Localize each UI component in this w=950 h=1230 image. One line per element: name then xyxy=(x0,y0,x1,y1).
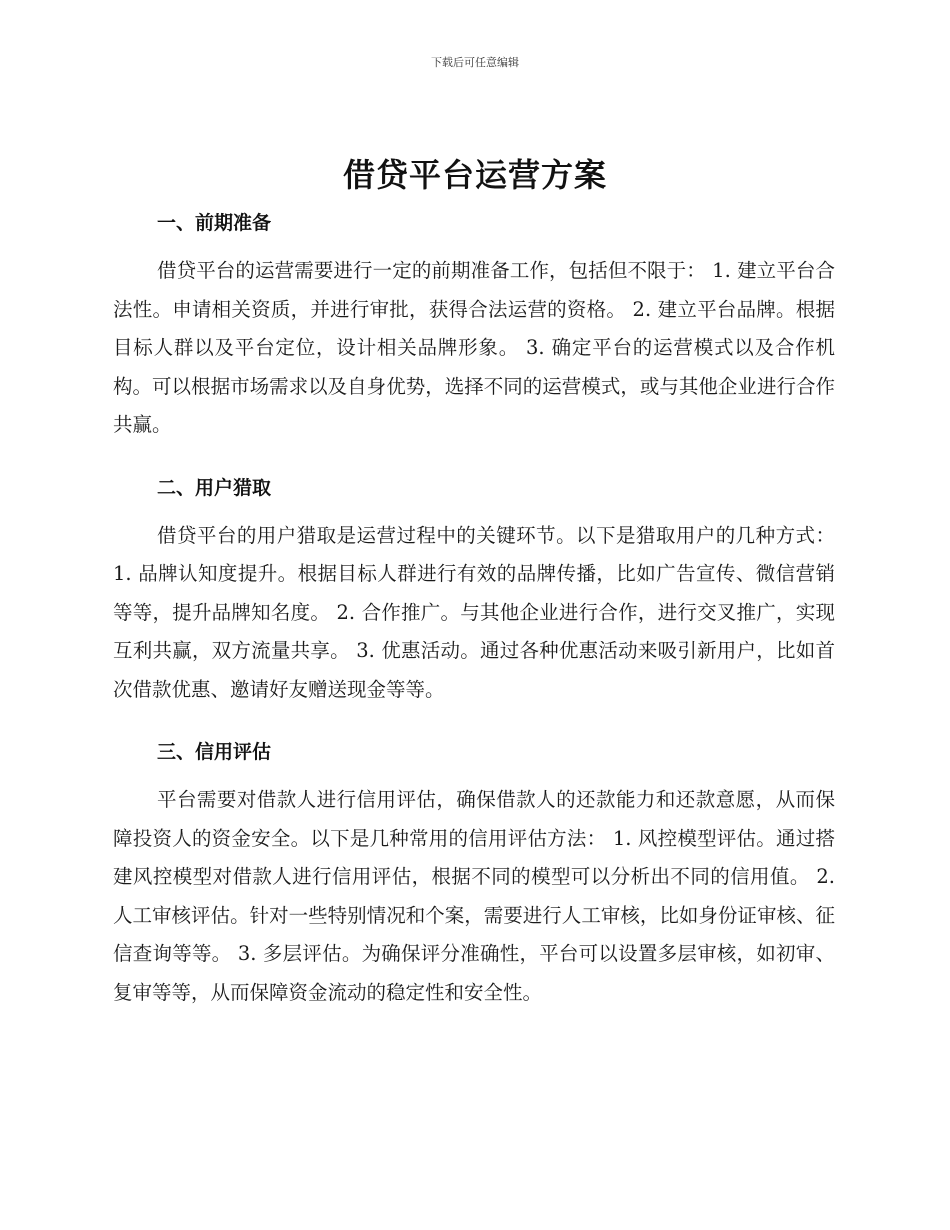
section-heading: 一、前期准备 xyxy=(157,212,272,234)
header-note: 下载后可任意编辑 xyxy=(431,56,519,69)
section-paragraph: 平台需要对借款人进行信用评估，确保借款人的还款能力和还款意愿，从而保障投资人的资金安全。以下是几种常用的信用评估方法： 1. 风控模型评估。通过搭建风控模型对借款人进行信用评估，根据不同的模型可以分析出不同的信用值。 2. 人工审核评估。针对一些特别情况和个案，需要进行人工审核，比如身份证审核、征信查询等等。 3. 多层评估。为确保评分准确性，平台可以设置多层审核，如初审、复审等等，从而保障资金流动的稳定性和安全性。 xyxy=(113,788,835,1004)
section-paragraph: 借贷平台的运营需要进行一定的前期准备工作，包括但不限于： 1. 建立平台合法性。申请相关资质，并进行审批，获得合法运营的资格。 2. 建立平台品牌。根据目标人群以及平台定位，设计相关品牌形象。 3. 确定平台的运营模式以及合作机构。可以根据市场需求以及自身优势，选择不同的运营模式，或与其他企业进行合作共赢。 xyxy=(113,259,835,436)
document-content xyxy=(113,204,835,1012)
section-heading: 二、用户猎取 xyxy=(157,476,272,499)
section-user-acquisition xyxy=(113,469,835,710)
section-heading: 三、信用评估 xyxy=(157,741,272,763)
section-credit-assessment xyxy=(113,733,835,1012)
section-paragraph: 借贷平台的用户猎取是运营过程中的关键环节。以下是猎取用户的几种方式： 1. 品牌认知度提升。根据目标人群进行有效的品牌传播，比如广告宣传、微信营销等等，提升品牌知名度。 2. 合作推广。与其他企业进行合作，进行交叉推广，实现互利共赢，双方流量共享。 3. 优惠活动。通过各种优惠活动来吸引新用户，比如首次借款优惠、邀请好友赠送现金等等。 xyxy=(113,523,835,701)
document-title: 借贷平台运营方案 xyxy=(342,156,607,194)
section-preparation xyxy=(113,204,835,445)
